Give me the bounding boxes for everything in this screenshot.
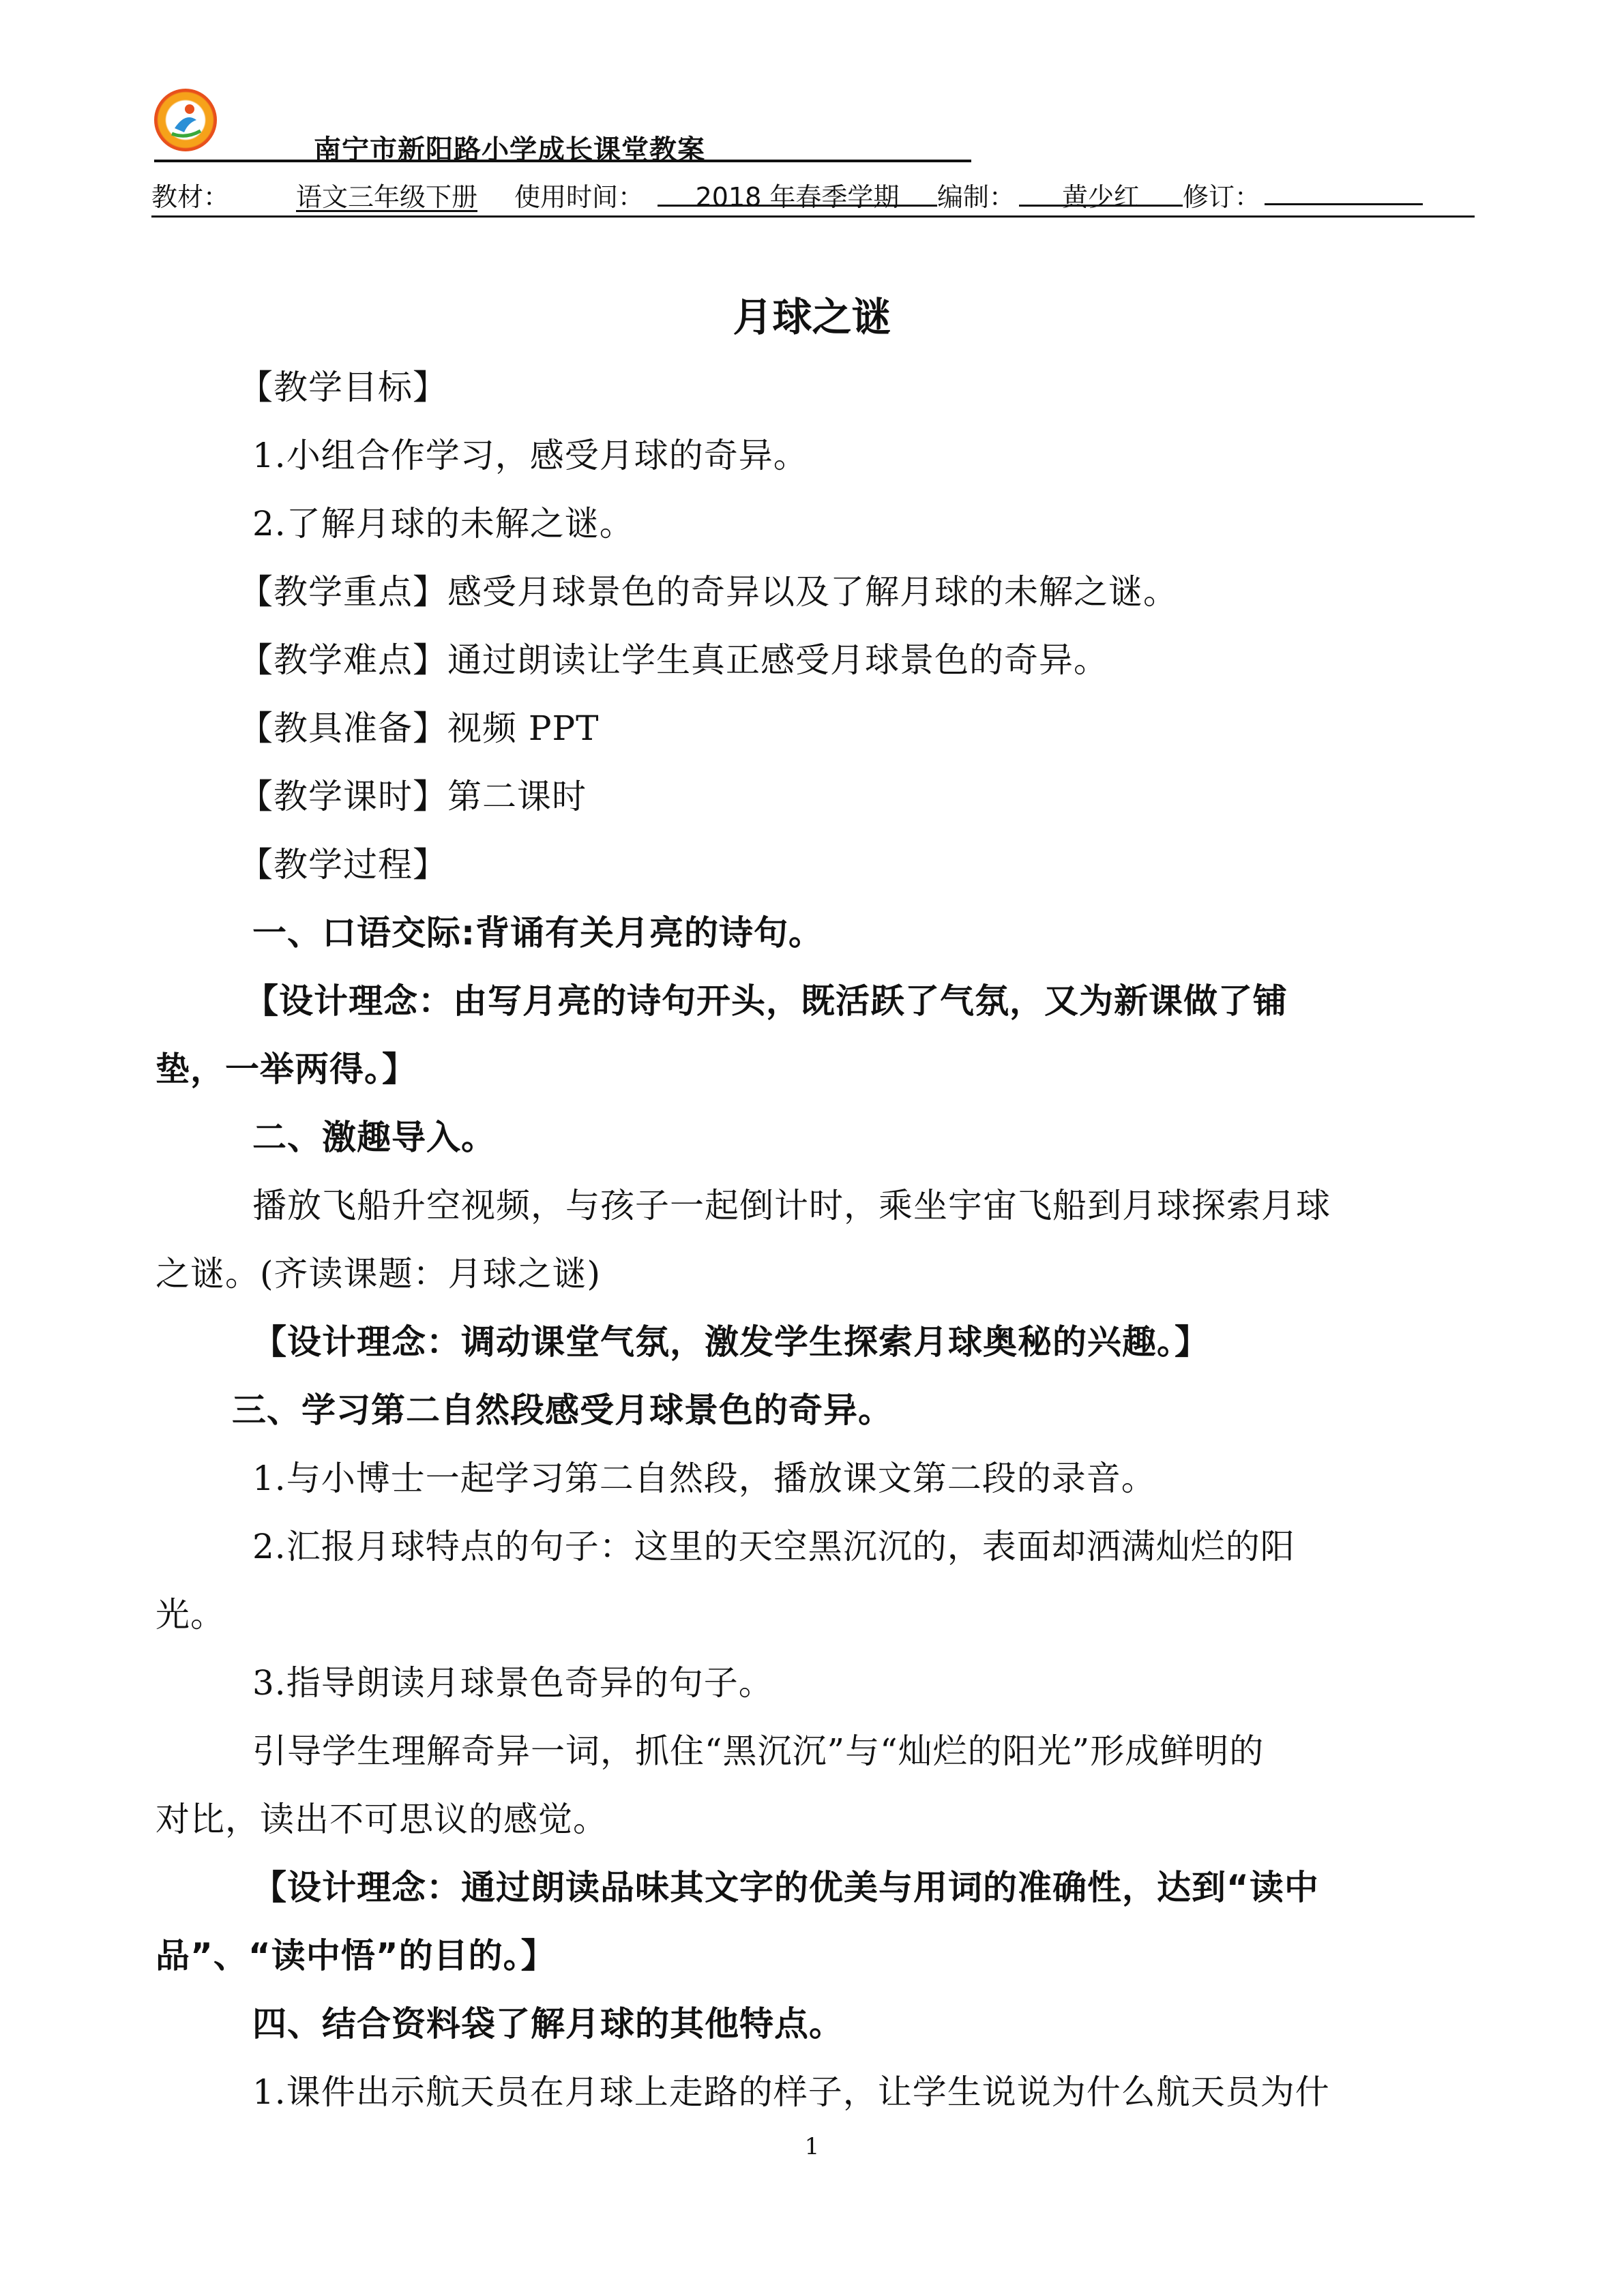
material-label: 教材：	[151, 182, 230, 212]
section-heading: 【教学过程】	[239, 845, 447, 884]
body-line: 【教具准备】视频 PPT	[239, 709, 600, 748]
design-note: 【设计理念：由写月亮的诗句开头，既活跃了气氛，又为新课做了铺	[244, 981, 1288, 1021]
design-note: 垫，一举两得。】	[156, 1049, 417, 1089]
section-heading: 【教学目标】	[239, 368, 447, 407]
body-line: 1.与小博士一起学习第二自然段，播放课文第二段的录音。	[252, 1459, 1156, 1498]
time-label: 使用时间：	[514, 182, 645, 212]
document-meta-bar	[151, 170, 1475, 218]
material-value: 语文三年级下册	[296, 182, 478, 212]
body-line: 【教学课时】第二课时	[239, 777, 587, 816]
step-heading: 二、激趣导入。	[252, 1118, 496, 1157]
body-line: 光。	[156, 1595, 225, 1635]
time-value: 2018 年春季学期	[658, 176, 937, 207]
body-line: 2.了解月球的未解之谜。	[252, 504, 634, 543]
body-line: 1.课件出示航天员在月球上走路的样子，让学生说说为什么航天员为什	[252, 2072, 1330, 2112]
body-line: 引导学生理解奇异一词，抓住“黑沉沉”与“灿烂的阳光”形成鲜明的	[252, 1731, 1265, 1771]
design-note: 【设计理念：通过朗读品味其文字的优美与用词的准确性，达到“读中	[252, 1868, 1319, 1907]
step-heading: 三、学习第二自然段感受月球景色的奇异。	[232, 1390, 893, 1430]
step-heading: 四、结合资料袋了解月球的其他特点。	[252, 2004, 844, 2044]
page-number: 1	[804, 2133, 820, 2160]
body-line: 对比，读出不可思议的感觉。	[156, 1800, 608, 1839]
step-heading: 一、口语交际:背诵有关月亮的诗句。	[252, 913, 823, 953]
body-line: 【教学难点】通过朗读让学生真正感受月球景色的奇异。	[239, 640, 1108, 680]
body-line: 1.小组合作学习，感受月球的奇异。	[252, 436, 808, 475]
body-line: 3.指导朗读月球景色奇异的句子。	[252, 1663, 773, 1703]
lesson-title: 月球之谜	[733, 294, 891, 340]
body-line: 2.汇报月球特点的句子：这里的天空黑沉沉的，表面却洒满灿烂的阳	[252, 1527, 1295, 1566]
editor-label: 编制：	[937, 182, 1016, 212]
body-line: 播放飞船升空视频，与孩子一起倒计时，乘坐宇宙飞船到月球探索月球	[252, 1186, 1331, 1225]
revise-label: 修订：	[1183, 182, 1261, 212]
editor-value: 黄少红	[1019, 176, 1183, 207]
design-note: 品”、“读中悟”的目的。】	[156, 1936, 556, 1976]
body-line: 之谜。(齐读课题：月球之谜)	[156, 1254, 602, 1294]
revise-blank	[1265, 176, 1423, 205]
school-name: 南宁市新阳路小学成长课堂教案	[314, 134, 705, 166]
design-note: 【设计理念：调动课堂气氛，激发学生探索月球奥秘的兴趣。】	[252, 1322, 1209, 1362]
body-line: 【教学重点】感受月球景色的奇异以及了解月球的未解之谜。	[239, 572, 1178, 612]
